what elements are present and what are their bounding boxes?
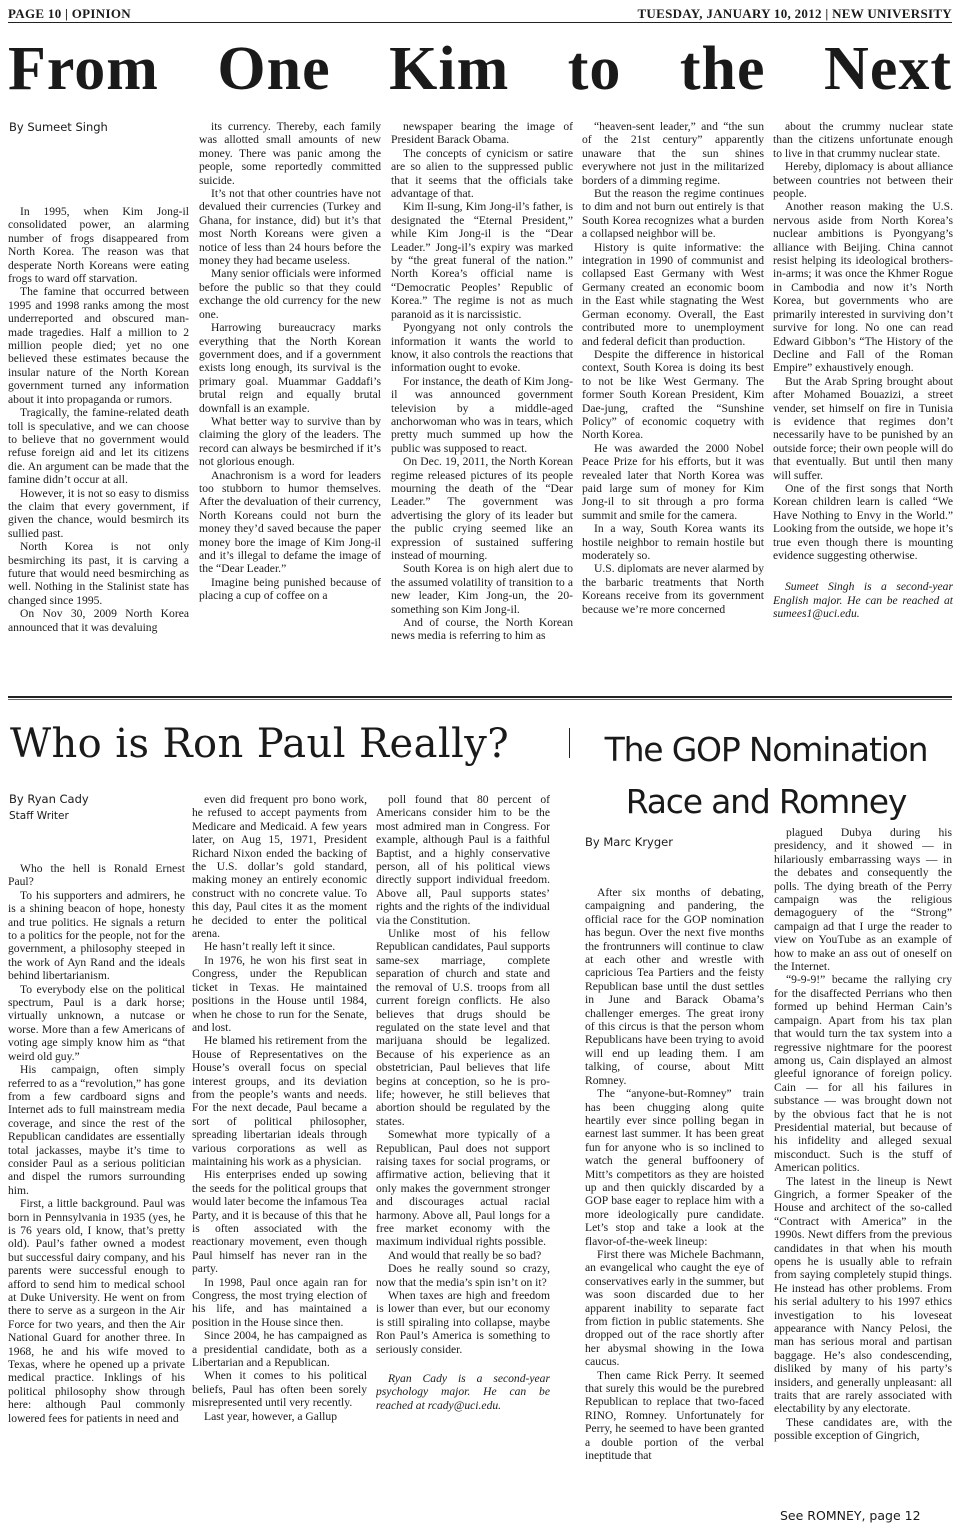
paragraph: And would that really be so bad? (388, 1248, 542, 1262)
paragraph: One of the first songs that North Korean children learn is called “We Have Nothing to Envy in the World.” Looking from the outside, we hope it’s true even though there is mounting evidence suggesting otherwise. (773, 481, 953, 562)
paragraph: newspaper bearing the image of President Barack Obama. (391, 120, 573, 147)
paragraph: U.S. diplomats are never alarmed by the barbaric treatments that North Koreans receive from its government because we’re more concerned (582, 562, 764, 616)
paul-column-1 (8, 862, 185, 1532)
paragraph: Unlike most of his fellow Republican candidates, Paul supports same-sex marriage, complete separation of church and state and the removal of U.S. troops from all current foreign conflicts. He also believes that drugs should be regulated on the state level and that marijuana should be legalized. Because of his experience as an obstetrician, Paul believes that life begins at conception, so he is pro-life; however, he still believes that abortion should be regulated by the states. (376, 927, 550, 1128)
paragraph: First there was Michele Bachmann, an evangelical who caught the eye of conservatives early in the summer, but was soon discarded due to her apparent inability to separate fact from fiction in public statements. She dropped out of the race shortly after her abysmal showing in the Iowa caucus. (585, 1247, 764, 1369)
paragraph: In 1976, he won his first seat in Congress, under the Republican ticket in Texas. He maintained positions in the House until 1984, when he chose to run for the Senate, and lost. (192, 953, 367, 1034)
paragraph: On Dec. 19, 2011, the North Korean regime released pictures of its people mourning the death of the “Dear Leader.” The government was advertising the glory of its leader but the public crying seemed like an expression of sustained suffering instead of mourning. (391, 455, 573, 562)
paragraph: Many senior officials were informed before the public so that they could exchange the old currency for the new one. (199, 267, 381, 321)
paragraph: Somewhat more typically of a Republican, Paul does not support raising taxes for social programs, or affirmative action, believing that it only makes the government stronger and discourages actual racial harmony. Above all, Paul longs for a free market economy with the maximum individual rights possible. (376, 1128, 550, 1249)
paragraph: Imagine being punished because of placing a cup of coffee on a (199, 575, 381, 603)
paragraph: Last year, however, a Gallup (204, 1409, 337, 1423)
paragraph: Despite the difference in historical context, South Korea is doing its best to not be like West Germany. The former South Korean President, Kim Dae-jung, crafted the “Sunshine Policy” of economic coquetry with North Korea. (582, 347, 764, 442)
paragraph: even did frequent pro bono work, he refused to accept payments from Medicare and Medicaid. A few years later, on Aug 15, 1971, President Richard Nixon ended the backing of the U.S. dollar’s gold standard, making money an entirely economic construct with no concrete value. To this day, Paul cites it as the moment he decided to enter the political arena. (192, 793, 367, 941)
paragraph: His enterprises ended up sowing the seeds for the political groups that would later become the infamous Tea Party, and it is because of this that he is often associated with the reactionary movement, even though Paul himself has never ran in the party. (192, 1168, 367, 1276)
paragraph: Does he really sound so crazy, now that the media’s spin isn’t on it? (376, 1262, 550, 1289)
paragraph: North Korea is not only besmirching its past, it is carving a future that would need besmirching as well. Nothing in the Stalinist state has changed since 1995. (8, 540, 189, 607)
paragraph: Who the hell is Ronald Ernest Paul? (8, 862, 185, 889)
paragraph: Another reason making the U.S. nervous aside from North Korea’s nuclear ambitions is Pyongyang’s alliance with Beijing. China cannot resist helping its ideological brothers-in-arms; it was once the Khmer Rogue in Cambodia and now it’s North Korea, but governments who are primarily interested in surviving don’t survive for long. No one can read Edward Gibbon’s “The History of the Decline and Fall of the Roman Empire” exhaustively enough. (773, 200, 953, 375)
paragraph: plagued Dubya during his presidency, and it showed — in hilariously embarrassing ways — in the debates and consequently the polls. The dying breath of the Perry campaign was the religious demagoguery of the “Strong” campaign ad that I urge the reader to view on YouTube as an example of how to make an ass out of oneself on the Internet. (774, 826, 952, 974)
kim-column-1 (8, 205, 189, 668)
page-folio: PAGE 10 | OPINION (8, 6, 131, 21)
paragraph: The “anyone-but-Romney” train has been chugging along quite heartily ever since polling began in earnest last summer. It has been great fun for anyone who is so inclined to watch the general buffoonery of Mitt’s competitors as they are hoisted up and then quickly discarded by a GOP base eager to replace him with a more ideologically pure candidate. Let’s stop and take a look at the flavor-of-the-week lineup: (585, 1087, 764, 1248)
paragraph: “9-9-9!” became the rallying cry for the disaffected Perrians who then formed up behind Herman Cain’s campaign. Apart from his tax plan that would turn the tax system into a regressive nightmare for the poorest among us, Cain displayed an almost gleeful ignorance of foreign policy. Cain — for all his failures in substance — was brought down not by the obvious fact that he is not Presidential material, but because of his infidelity and alleged sexual misconduct. Such is the stuff of American politics. (774, 973, 952, 1175)
bio-cady: Ryan Cady is a second-year psychology major. He can be reached at rcady@uci.edu. (376, 1372, 550, 1412)
paragraph: After six months of debating, campaigning and pandering, the official race for the GOP nomination has begun. Over the next five months the frontrunners will continue to claw at each other and wrestle with capricious Tea Partiers and the feisty Republican base until the dust settles in June and Barack Obama’s challenger emerges. The great irony of this circus is that the person whom Republicans have been trying to avoid will end up leading them. I am talking, of course, about Mitt Romney. (585, 886, 764, 1087)
paragraph: To everybody else on the political spectrum, Paul is a dark horse; virtually unknown, a nutcase or worse. More than a few Americans of voting age simply know him as “that weird old guy.” (8, 982, 185, 1063)
issue-date: TUESDAY, JANUARY 10, 2012 | NEW UNIVERSITY (637, 6, 952, 21)
byline-kryger: By Marc Kryger (585, 835, 673, 849)
paragraph: To his supporters and admirers, he is a shining beacon of hope, honesty and true politics. He signals a return to a politics for the people, not for the government, a philosophy steeped in the work of Ayn Rand and the ideals behind libertarianism. (8, 888, 185, 983)
paragraph: On Nov 30, 2009 North Korea announced that it was devaluing (8, 607, 189, 634)
paragraph: Pyongyang not only controls the information it wants the world to know, it also controls the reactions that information ought to evoke. (391, 321, 573, 375)
paragraph: “heaven-sent leader,” and “the sun of the 21st century” apparently unaware that the sun shines everywhere not just in the militarized borders of a dimming regime. (582, 120, 764, 187)
paragraph: its currency. Thereby, each family was allotted small amounts of new money. There was panic among the people, some reportedly committed suicide. (199, 120, 381, 187)
paragraph: poll found that 80 percent of Americans consider him to be the most admired man in Congress. For example, although Paul is a faithful Baptist, and a highly conservative person, all of his political views directly support individual freedom. Above all, Paul supports states’ rights and the rights of the individual via the Constitution. (376, 793, 550, 927)
headline-ron-paul: Who is Ron Paul Really? (10, 721, 510, 767)
paragraph: When it comes to his political beliefs, Paul has often been sorely misrepresented until very recently. (192, 1369, 367, 1410)
paragraph: History is quite informative: the integration in 1990 of communist and collapsed East Germany with West Germany created an economic boom in the East while stagnating the West German economy. Overall, the East contributed more to unemployment and federal deficit than production. (582, 240, 764, 348)
headline-kim: From One Kim to the Next (8, 35, 952, 103)
kim-column-2 (199, 120, 381, 668)
paragraph: Harrowing bureaucracy marks everything that the North Korean government does, and if a government exists long enough, its survival is the primary goal. Muammar Gaddafi’s brutal reign and equally brutal downfall is an example. (199, 321, 381, 415)
paragraph: In 1995, when Kim Jong-il consolidated power, an alarming number of frogs disappeared from North Korea. The reason was that desperate North Koreans were eating frogs to ward off starvation. (8, 205, 189, 286)
paragraph: He hasn’t really left it since. (204, 940, 336, 954)
paragraph: The famine that occurred between 1995 and 1998 ranks among the most underreported and obscured man-made tragedies. Half a million to 2 million people died; yet no one believed these estimates because the insular nature of the North Korean government turned any information about it into propaganda or rumors. (8, 285, 189, 406)
paragraph: In 1998, Paul once again ran for Congress, the most trying election of his life, and has maintained a position in the House since then. (192, 1275, 367, 1329)
paragraph: Anachronism is a word for leaders too stubborn to humor themselves. After the devaluation of their currency, North Koreans could not burn the money they’d saved because the paper money bore the image of Kim Jong-il and it’s illegal to defame the image of the “Dear Leader.” (199, 468, 381, 576)
paragraph: Tragically, the famine-related death toll is speculative, and we can choose to believe that no government would refuse foreign aid and let its citizens die. An argument can be made that the famine didn’t occur at all. (8, 406, 189, 487)
kim-column-4 (582, 120, 764, 668)
paragraph: What better way to survive than by claiming the glory of the leaders. The record can always be besmirched if it’s not glorious enough. (199, 414, 381, 469)
paragraph: When taxes are high and freedom is lower than ever, but our economy is still spiraling into collapse, maybe Ron Paul’s America is something to seriously consider. (376, 1289, 550, 1356)
paul-column-2 (192, 793, 367, 1532)
paragraph: In a way, South Korea wants its hostile neighbor to remain hostile but moderately so. (582, 522, 764, 562)
paragraph: He was awarded the 2000 Nobel Peace Prize for his efforts, but it was revealed later that North Korea was paid large sum of money for Kim Jong-il to sit through a pro forma summit and smile for the camera. (582, 441, 764, 522)
gop-column-1 (585, 886, 764, 1532)
bio-singh: Sumeet Singh is a second-year English major. He can be reached at sumees1@uci.edu. (773, 580, 953, 621)
paragraph: The latest in the lineup is Newt Gingrich, a former Speaker of the House and architect of the so-called “Contract with America” in the 1990s. Newt differs from the previous candidates in that when his mouth opens he is usually able to refrain from saying completely stupid things. He instead has other problems. From his serial adultery to his 1997 ethics investigation to his loveseat appearance with Nancy Pelosi, the man has serious moral and partisan baggage. He’s also condescending, disliked by many of his party’s insiders, and generally unpleasant: all traits that are rarely associated with electability by any electorate. (774, 1174, 952, 1416)
header-rule (8, 22, 952, 23)
headline-divider (569, 728, 570, 758)
gop-column-2 (774, 826, 952, 1506)
byline-singh: By Sumeet Singh (9, 120, 108, 134)
kim-column-5 (773, 120, 953, 690)
kim-column-3 (391, 120, 573, 668)
byline-role: Staff Writer (9, 810, 69, 822)
jump-line-romney[interactable]: See ROMNEY, page 12 (780, 1508, 921, 1523)
paragraph: about the crummy nuclear state than the citizens unfortunate enough to live in that crummy nuclear state. (773, 120, 953, 160)
paragraph: Kim Il-sung, Kim Jong-il’s father, is designated the “Eternal President,” while Kim Jong-il is the “Dear Leader.” Jong-il’s expiry was marked by “the great funeral of the nation.” North Korea’s official name is “Democratic Peoples’ Republic of Korea.” The regime is not as much paranoid as it is narcissistic. (391, 200, 573, 321)
paragraph: For instance, the death of Kim Jong-il was announced government television by a middle-aged anchorwoman who was in tears, which pretty much summed up how the public was supposed to react. (391, 374, 573, 455)
paragraph: The concepts of cynicism or satire are so alien to the suppressed public that it seems that the officials take advantage of that. (391, 146, 573, 201)
paragraph: His campaign, often simply referred to as a “revolution,” has gone from a few cardboard signs and Internet ads to full mainstream media coverage, and since the rest of the Republican candidates are essentially total jackasses, maybe it’s time to consider Paul as a serious politician and dispel the rumors surrounding him. (8, 1063, 185, 1197)
paragraph: These candidates are, with the possible exception of Gingrich, (774, 1415, 952, 1443)
paragraph: However, it is not so easy to dismiss the claim that every government, if given the chance, would besmirch its sullied past. (8, 486, 189, 540)
byline-cady: By Ryan Cady (9, 792, 89, 806)
section-rule (8, 696, 952, 698)
paul-column-3 (376, 793, 550, 1532)
paragraph: Hereby, diplomacy is about alliance between countries not between their people. (773, 160, 953, 201)
paragraph: Since 2004, he has campaigned as a presidential candidate, both as a Libertarian and a Republican. (192, 1329, 367, 1370)
section-rule-thin (8, 699, 952, 700)
paragraph: Then came Rick Perry. It seemed that surely this would be the purebred Republican to replace that two-faced RINO, Romney. Unfortunately for Perry, he seemed to have been granted a double portion of the verbal ineptitude that (585, 1368, 764, 1463)
paragraph: He blamed his retirement from the House of Representatives on the House’s overall focus on special interest groups, and its deviation from the people’s wants and needs. For the next decade, Paul became a sort of political philosopher, spreading libertarian ideals through various corporations as well as maintaining his work as a physician. (192, 1034, 367, 1168)
paragraph: It’s not that other countries have not devalued their currencies (Turkey and Ghana, for instance, did) but it’s that most North Koreans were given a notice of less than 24 hours before the money they had became useless. (199, 187, 381, 268)
paragraph: And of course, the North Korean news media is referring to him as (391, 616, 573, 643)
paragraph: But the reason the regime continues to dim and not burn out entirely is that South Korea recognizes what a burden a collapsed neighbor will be. (582, 187, 764, 241)
paragraph: First, a little background. Paul was born in Pennsylvania in 1935 (yes, he is 76 years old, I know, that’s pretty old). Paul’s father owned a modest but successful dairy company, and his parents were successful enough to afford to send him to medical school at Duke University. He went on from there to serve as a surgeon in the Air Force for two years, and then the Air National Guard for another three. In 1968, he and his wife moved to Texas, where he opened up a private medical practice. Inklings of his political philosophy show through here: although Paul commonly lowered fees for patients in need and (8, 1197, 185, 1425)
headline-gop: The GOP Nomination Race and Romney (604, 730, 928, 821)
paragraph: South Korea is on high alert due to the assumed volatility of transition to a new leader, Kim Jong-un, the 20-something son Kim Jong-il. (391, 562, 573, 616)
paragraph: But the Arab Spring brought about after Mohamed Bouazizi, a street vender, set himself on fire in Tunisia is evidence that regimes don’t necessarily have to be punished by an outside force; their own people will do that eventually. But until then many will suffer. (773, 374, 953, 482)
